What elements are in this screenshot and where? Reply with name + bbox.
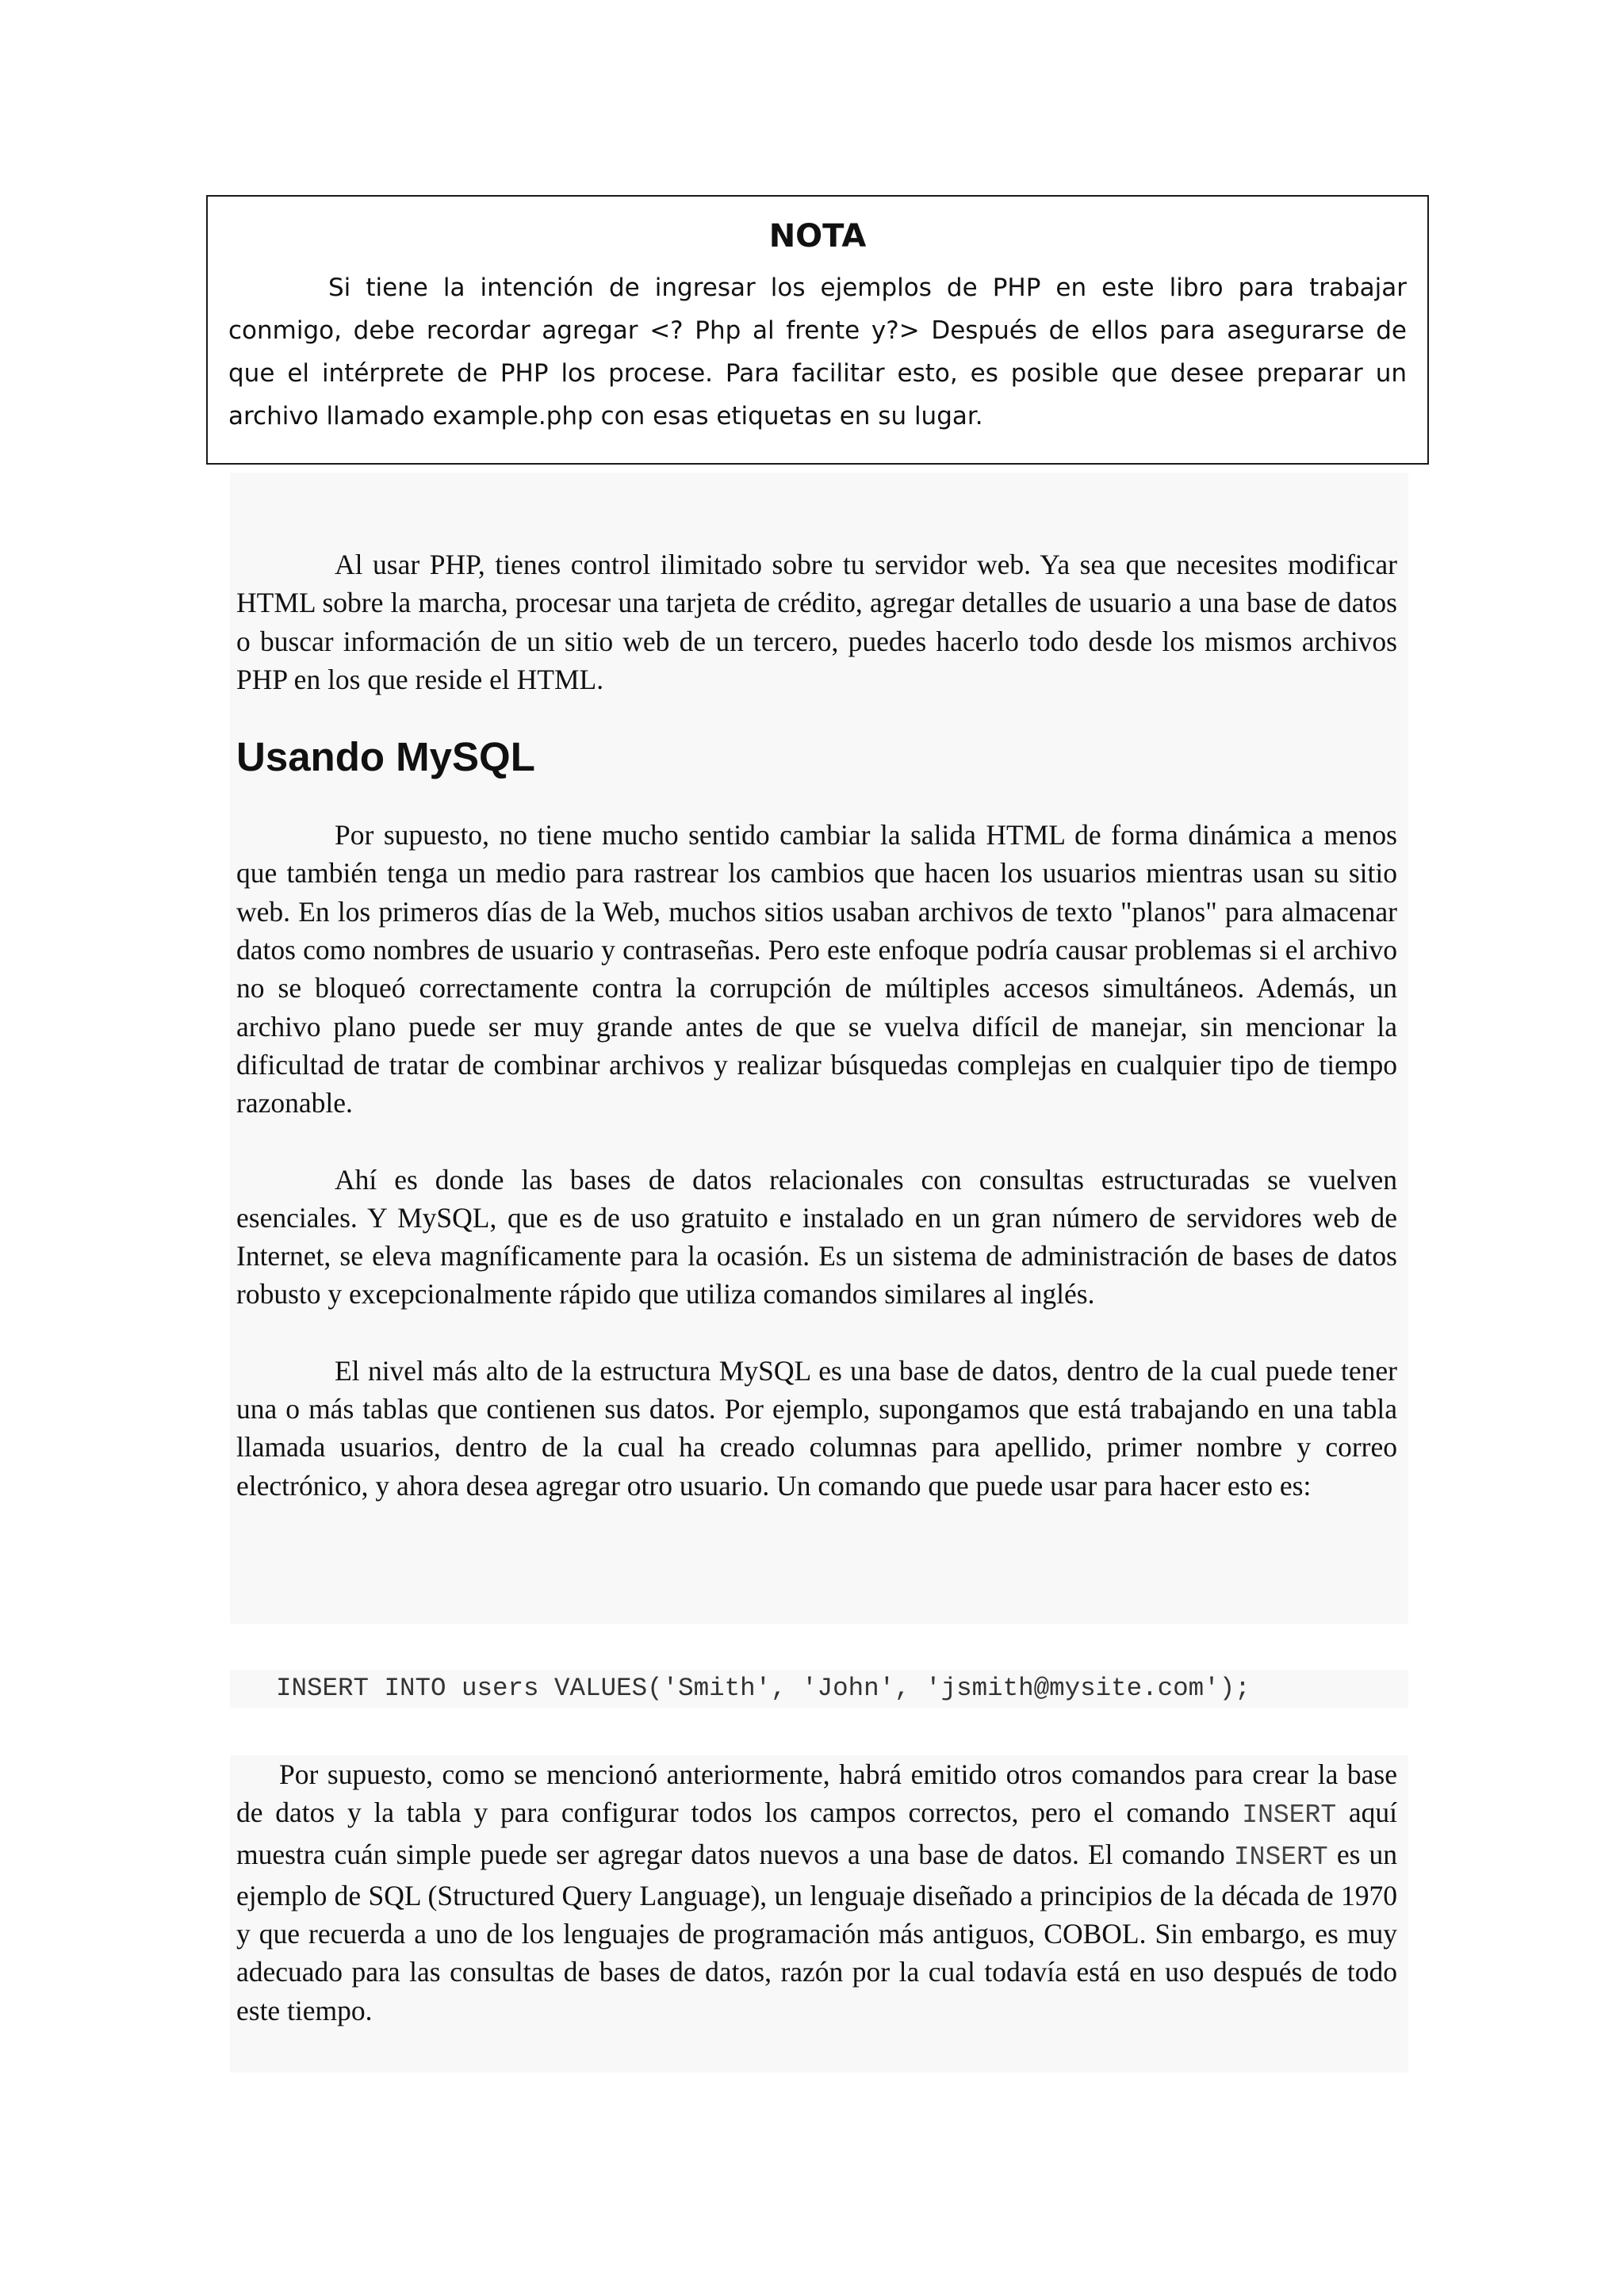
code-example: INSERT INTO users VALUES('Smith', 'John', 'jsmith@mysite.com'); [230,1670,1408,1708]
closing-paragraph [236,1755,1397,2030]
intro-paragraph: Al usar PHP, tienes control ilimitado sobre tu servidor web. Ya sea que necesites modificar HTML sobre la marcha, procesar una tarjeta de crédito, agregar detalles de usuario a una base de datos o buscar información de un sitio web de un tercero, puedes hacerlo todo desde los mismos archivos PHP en los que reside el HTML. [236,549,1397,695]
note-text: Si tiene la intención de ingresar los ejemplos de PHP en este libro para trabajar conmigo, debe recordar agregar <? Php al frente y?> Después de ellos para asegurarse de que el intérprete de PHP los procese. Para facilitar esto, es posible que desee preparar un archivo llamado example.php con esas etiquetas en su lugar. [228,274,1407,430]
paragraph-mysql-structure: El nivel más alto de la estructura MySQL es una base de datos, dentro de la cual puede tener una o más tablas que contienen sus datos. Por ejemplo, supongamos que está trabajando en una tabla llamada usuarios, dentro de la cual ha creado columnas para apellido, primer nombre y correo electrónico, y ahora desea agregar otro usuario. Un comando que puede usar para hacer esto es: [236,1354,1397,1502]
main-content [230,473,1408,1624]
insert-keyword: INSERT [1242,1800,1337,1831]
closing-text-part-1: Por supuesto, como se mencionó anteriormente, habrá emitido otros comandos para crear la base de datos y la tabla y para configurar todos los campos correctos, pero el comando [236,1758,1397,1829]
section-heading: Usando MySQL [236,734,535,780]
closing-text-part-2: aquí muestra cuán simple puede ser agregar datos nuevos a una base de datos. El comando [236,1797,1397,1870]
paragraph-relational-databases: Ahí es donde las bases de datos relacionales con consultas estructuradas se vuelven esenciales. Y MySQL, que es de uso gratuito e instalado en un gran número de servidores web de Internet, se eleva magníficamente para la ocasión. Es un sistema de administración de bases de datos robusto y excepcionalmente rápido que utiliza comandos similares al inglés. [236,1163,1397,1311]
closing-text-part-3: es un ejemplo de SQL (Structured Query Language), un lenguaje diseñado a principios de la década de 1970 y que recuerda a uno de los lenguajes de programación más antiguos, COBOL. Sin embargo, es muy adecuado para las consultas de bases de datos, razón por la cual todavía está en uso después de todo este tiempo. [236,1838,1397,2026]
note-title: NOTA [768,218,867,254]
note-box [206,195,1429,465]
closing-section [230,1755,1408,2072]
paragraph-flat-files: Por supuesto, no tiene mucho sentido cambiar la salida HTML de forma dinámica a menos que también tenga un medio para rastrear los cambios que hacen los usuarios mientras usan su sitio web. En los primeros días de la Web, muchos sitios usaban archivos de texto "planos" para almacenar datos como nombres de usuario y contraseñas. Pero este enfoque podría causar problemas si el archivo no se bloqueó correctamente contra la corrupción de múltiples accesos simultáneos. Además, un archivo plano puede ser muy grande antes de que se vuelva difícil de manejar, sin mencionar la dificultad de tratar de combinar archivos y realizar búsquedas complejas en cualquier tipo de tiempo razonable. [236,819,1397,1119]
insert-keyword: INSERT [1233,1842,1328,1872]
